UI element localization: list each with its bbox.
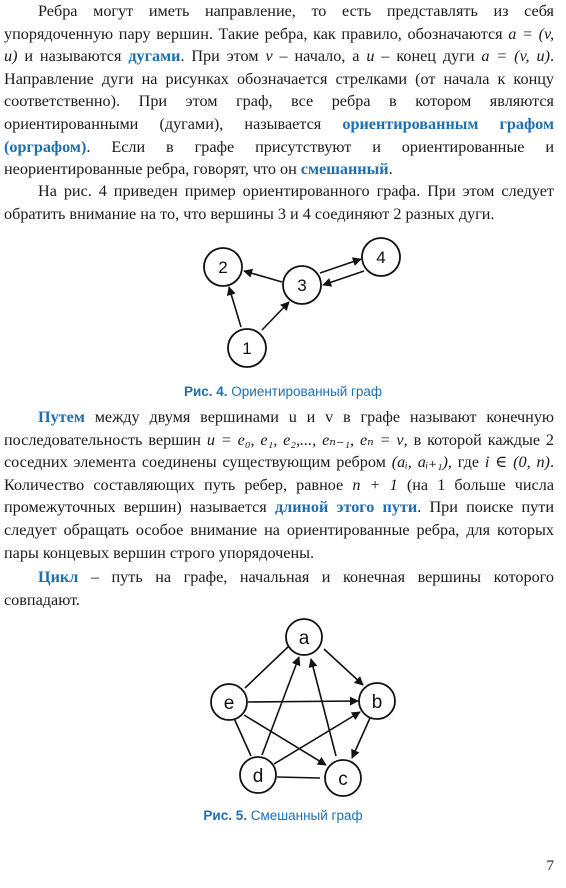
arc-d-to-a (262, 657, 299, 755)
svg-text:1: 1 (242, 339, 252, 358)
node-e (211, 684, 247, 720)
arc-e-to-b (248, 701, 358, 702)
arc-a-to-b (324, 649, 363, 685)
arc-c-to-a (311, 659, 336, 756)
edge-d-c (277, 777, 320, 778)
node-c (325, 760, 361, 796)
figure-4-directed-graph (0, 240, 566, 375)
term-directed-graph: ориентированным графом (орграфом) (4, 114, 554, 156)
term-path-length: длиной этого пути (274, 498, 418, 517)
arc-3-to-2 (244, 271, 282, 282)
term-arcs: дугами (128, 47, 181, 66)
term-path: Путем (38, 408, 85, 426)
node-4 (362, 238, 400, 276)
figure-4-caption: Рис. 4. Ориентированный граф (183, 384, 383, 399)
paragraph-directed-edges: Ребра могут иметь направление, то есть представлять из себя упорядоченную пару вершин. Такие ребра, как правило, обозначаются a = (v, u) и называются дугами. При этом v – начало, а u – конец дуги a = (v, u). Направление дуги на рисунках обозначается стрелками (от начала к концу соответственно). При этом граф, все ребра в котором являются ориентированными (дугами), называется ориентированным графом (орграфом). Если в графе присутствуют и ориентированные и неориентированные ребра, говорят, что он смешанный. (4, 2, 555, 179)
svg-text:b: b (371, 692, 383, 713)
figure-5-mixed-graph (0, 615, 566, 795)
arc-4-to-3 (323, 271, 364, 285)
node-d (240, 757, 276, 793)
term-cycle: Цикл (38, 568, 79, 586)
figure-5-caption: Рис. 5. Смешанный граф (203, 808, 363, 823)
arc-1-to-3 (262, 302, 289, 330)
arc-3-to-4 (320, 259, 361, 273)
node-1 (228, 329, 266, 367)
svg-text:4: 4 (376, 248, 386, 267)
svg-text:e: e (223, 693, 235, 714)
arc-1-to-2 (229, 287, 241, 327)
arc-d-to-b (274, 712, 360, 764)
paragraph-cycle-definition: Цикл – путь на графе, начальная и конечная вершины которого совпадают. (4, 568, 554, 609)
node-a (286, 619, 322, 655)
page-number: 7 (546, 858, 554, 874)
edge-a-e (245, 646, 289, 688)
edge-e-d (233, 716, 251, 756)
svg-text:3: 3 (297, 276, 307, 295)
term-mixed: смешанный (300, 160, 389, 179)
svg-text:2: 2 (218, 258, 228, 277)
node-2 (204, 248, 242, 286)
svg-text:a: a (298, 628, 310, 649)
svg-text:d: d (252, 766, 264, 787)
node-3 (283, 266, 321, 304)
node-b (359, 683, 395, 719)
paragraph-figure4-intro: На рис. 4 приведен пример ориентированного графа. При этом следует обратить внимание на то, что вершины 3 и 4 соединяют 2 разных дуги. (4, 182, 554, 223)
paragraph-path-definition: Путем между двумя вершинами u и v в графе называют конечную последовательность вершин u = e₀, e₁, e₂,..., eₙ₋₁, eₙ = v, в которой каждые 2 соседних элемента соединены существующим ребром (aᵢ, aᵢ₊₁), где i ∈ (0, n). Количество составляющих путь ребер, равное n + 1 (на 1 больше числа промежуточных вершин) называется длиной этого пути. При поиске пути следует обращать особое внимание на ориентированные ребра, для которых пары концевых вершин строго упорядочены. (4, 408, 555, 562)
svg-text:c: c (338, 769, 348, 790)
arc-b-to-c (352, 718, 370, 758)
